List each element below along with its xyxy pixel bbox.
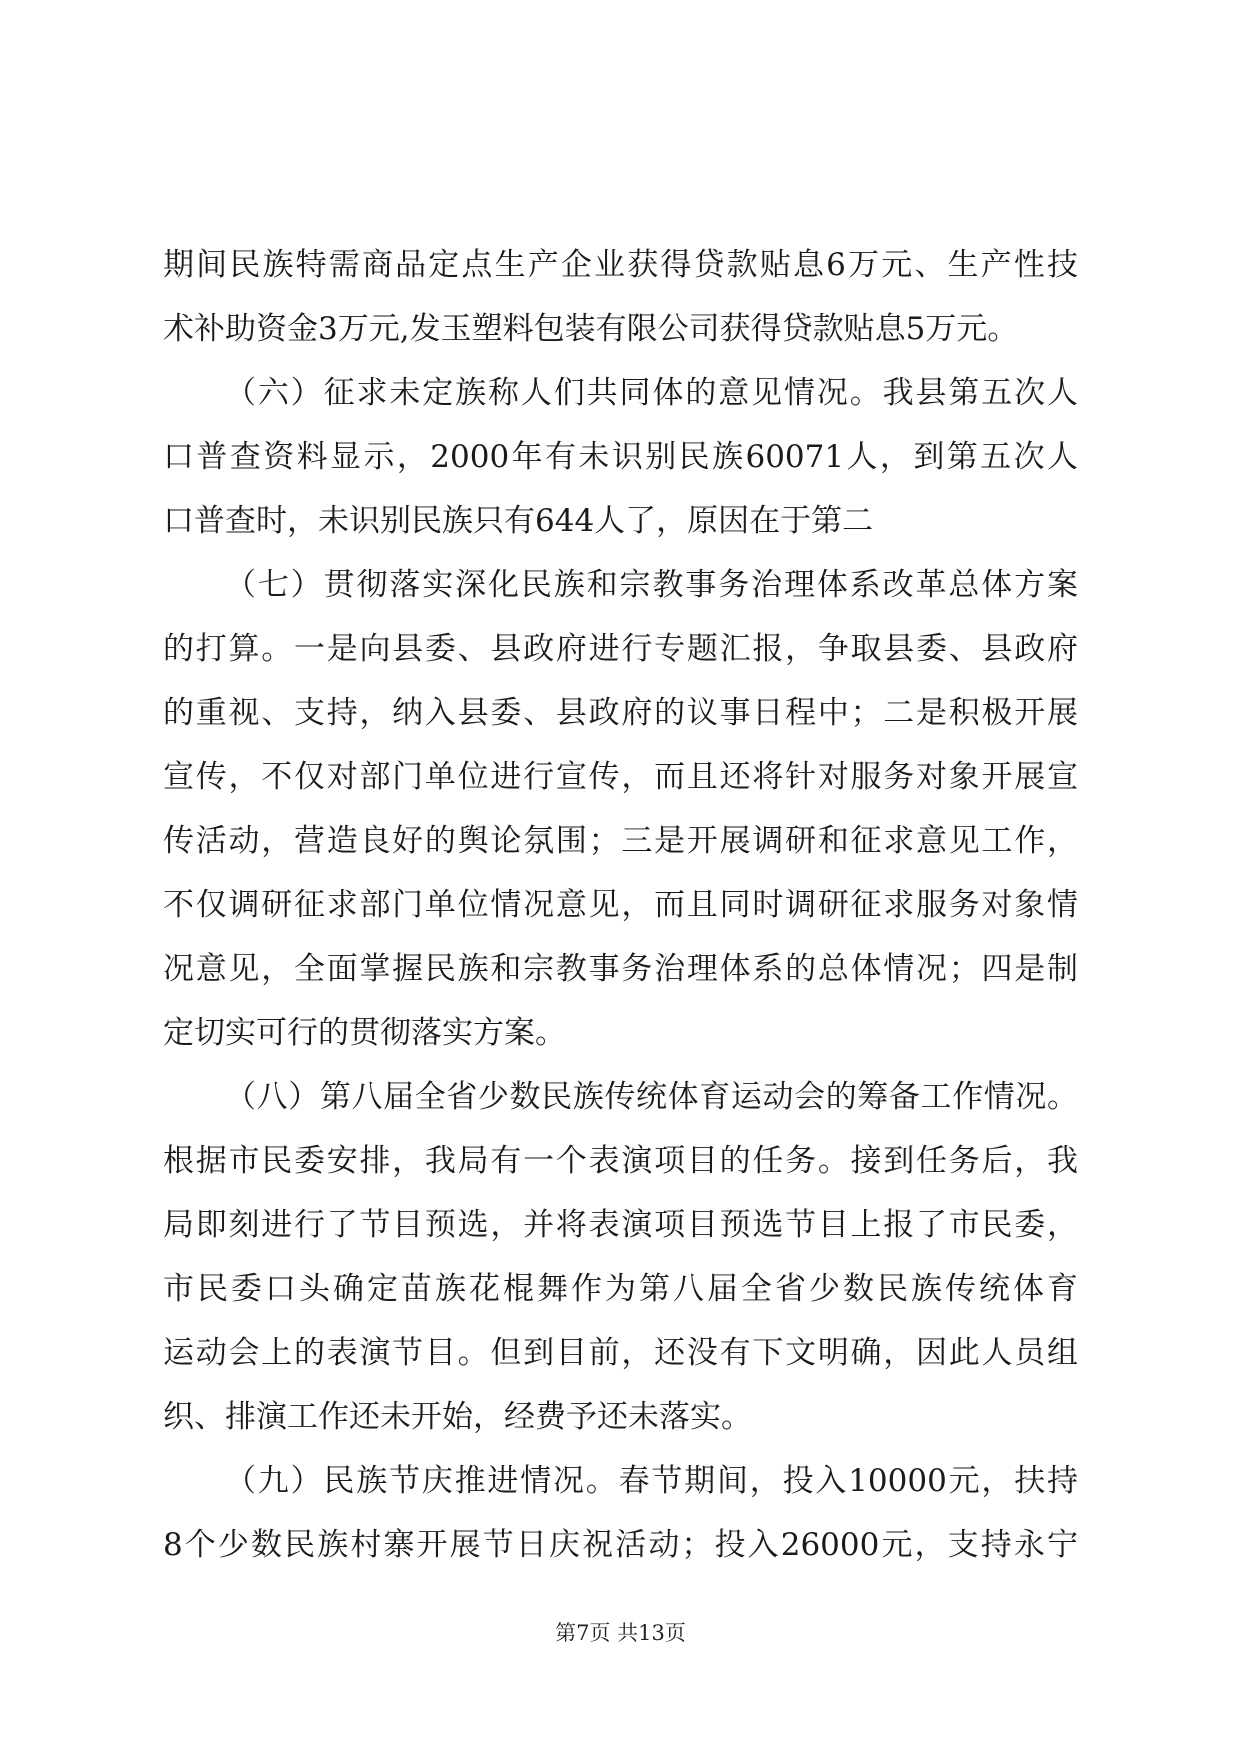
text-line: 的打算。一是向县委、县政府进行专题汇报，争取县委、县政府	[163, 631, 1078, 667]
text-line: 不仅调研征求部门单位情况意见，而且同时调研征求服务对象情	[163, 887, 1078, 923]
text-line: 织、排演工作还未开始，经费予还未落实。	[163, 1399, 752, 1435]
paragraph-first-line: （六）征求未定族称人们共同体的意见情况。我县第五次人	[225, 375, 1078, 411]
page-number-label: 第7页 共13页	[555, 1621, 686, 1645]
text-line: 市民委口头确定苗族花棍舞作为第八届全省少数民族传统体育	[163, 1271, 1078, 1307]
text-line: 8个少数民族村寨开展节日庆祝活动；投入26000元，支持永宁	[163, 1527, 1078, 1563]
text-line: 术补助资金3万元,发玉塑料包装有限公司获得贷款贴息5万元。	[163, 311, 1019, 347]
paragraph-first-line: （九）民族节庆推进情况。春节期间，投入10000元，扶持	[225, 1463, 1078, 1499]
text-line: 定切实可行的贯彻落实方案。	[163, 1015, 566, 1051]
text-line: 口普查资料显示，2000年有未识别民族60071人，到第五次人	[163, 439, 1078, 475]
text-line: 口普查时，未识别民族只有644人了，原因在于第二	[163, 503, 874, 539]
text-line: 况意见，全面掌握民族和宗教事务治理体系的总体情况；四是制	[163, 951, 1078, 987]
text-line: 运动会上的表演节目。但到目前，还没有下文明确，因此人员组	[163, 1335, 1078, 1371]
paragraph-first-line: （七）贯彻落实深化民族和宗教事务治理体系改革总体方案	[225, 567, 1078, 603]
paragraph-first-line: （八）第八届全省少数民族传统体育运动会的筹备工作情况。	[225, 1079, 1078, 1115]
text-line: 宣传，不仅对部门单位进行宣传，而且还将针对服务对象开展宣	[163, 759, 1078, 795]
text-line: 期间民族特需商品定点生产企业获得贷款贴息6万元、生产性技	[163, 247, 1078, 283]
document-body	[163, 233, 1078, 1577]
text-line: 局即刻进行了节目预选，并将表演项目预选节目上报了市民委，	[163, 1207, 1078, 1243]
text-line: 的重视、支持，纳入县委、县政府的议事日程中；二是积极开展	[163, 695, 1078, 731]
text-line: 传活动，营造良好的舆论氛围；三是开展调研和征求意见工作，	[163, 823, 1078, 859]
page-footer	[0, 1618, 1241, 1648]
text-line: 根据市民委安排，我局有一个表演项目的任务。接到任务后，我	[163, 1143, 1078, 1179]
